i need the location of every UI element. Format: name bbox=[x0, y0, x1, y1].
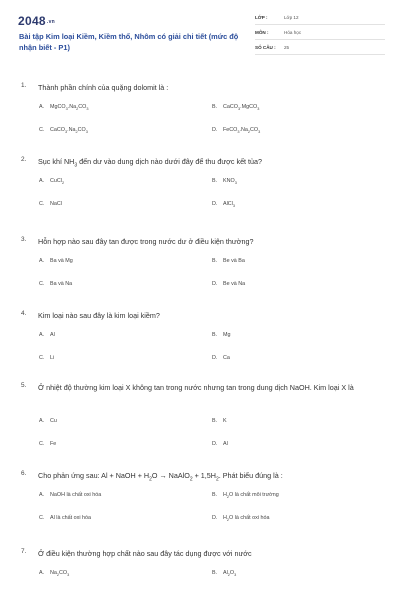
option-text: Cu bbox=[50, 418, 57, 424]
answer-option[interactable] bbox=[212, 127, 260, 134]
option-letter: D. bbox=[212, 127, 218, 133]
question-number: 5. bbox=[21, 382, 27, 389]
option-letter: B. bbox=[212, 492, 218, 498]
option-letter: A. bbox=[39, 492, 45, 498]
option-letter: B. bbox=[212, 258, 218, 264]
option-text: $FeCO_3.Na_2CO_3$ bbox=[223, 127, 261, 135]
question-number: 2. bbox=[21, 156, 27, 163]
meta-key: SỐ CÂU : bbox=[255, 45, 276, 50]
option-letter: D. bbox=[212, 441, 218, 447]
meta-table bbox=[255, 12, 385, 57]
answer-option[interactable] bbox=[39, 492, 101, 498]
option-letter: B. bbox=[212, 104, 218, 110]
option-letter: C. bbox=[39, 355, 45, 361]
answer-option[interactable] bbox=[212, 418, 227, 424]
question-number: 6. bbox=[21, 470, 27, 477]
meta-row-class bbox=[255, 12, 385, 25]
option-letter: A. bbox=[39, 570, 45, 576]
option-text: AlCl$_3$ bbox=[223, 201, 236, 209]
option-letter: D. bbox=[212, 201, 218, 207]
question-text: Sục khí $NH_3$ đến dư vào dung dịch nào dưới đây để thu được kết tủa? bbox=[38, 157, 263, 169]
option-text: $H_2O$ là chất oxi hóa bbox=[223, 515, 270, 523]
option-letter: C. bbox=[39, 515, 45, 521]
question-text: Cho phản ứng sau: Al + NaOH + $H_2O$ → NaAlO$_2$ + $1,5H_2$. Phát biểu đúng là : bbox=[38, 471, 283, 483]
answer-option[interactable] bbox=[39, 355, 54, 361]
option-text: Ca bbox=[223, 355, 230, 361]
option-text: $KNO_3$ bbox=[223, 178, 237, 186]
meta-row-subject bbox=[255, 27, 385, 40]
answer-option[interactable] bbox=[39, 281, 72, 287]
option-text: $H_2O$ là chất môi trường bbox=[223, 492, 279, 500]
answer-option[interactable] bbox=[212, 492, 279, 499]
option-letter: D. bbox=[212, 355, 218, 361]
question-number: 1. bbox=[21, 82, 27, 89]
option-letter: C. bbox=[39, 127, 45, 133]
question-text: Thành phần chính của quặng dolomit là : bbox=[38, 83, 169, 92]
answer-option[interactable] bbox=[212, 515, 270, 522]
document-header bbox=[0, 0, 400, 78]
option-text: $MgCO_3.Na_2CO_3$ bbox=[50, 104, 89, 112]
answer-option[interactable] bbox=[212, 178, 237, 185]
question-number: 4. bbox=[21, 310, 27, 317]
answer-option[interactable] bbox=[39, 441, 56, 447]
answer-option[interactable] bbox=[212, 281, 245, 287]
document-title: Bài tập Kim loại Kiềm, Kiềm thổ, Nhôm có giải chi tiết (mức độ nhận biết - P1) bbox=[19, 32, 239, 52]
meta-key: LỚP : bbox=[255, 15, 268, 20]
option-letter: C. bbox=[39, 201, 45, 207]
question-number: 3. bbox=[21, 236, 27, 243]
option-text: $Al_2O_3$ bbox=[223, 570, 237, 578]
answer-option[interactable] bbox=[39, 515, 91, 521]
site-logo[interactable]: 2048.vn bbox=[18, 14, 56, 28]
option-text: Li bbox=[50, 355, 55, 361]
answer-option[interactable] bbox=[212, 355, 230, 361]
option-text: $Na_2CO_3$ bbox=[50, 570, 70, 578]
meta-value: 25 bbox=[284, 45, 290, 50]
question-text: Kim loại nào sau đây là kim loại kiềm? bbox=[38, 311, 160, 320]
meta-key: MÔN : bbox=[255, 30, 269, 35]
question-text: Hỗn hợp nào sau đây tan được trong nước dư ở điều kiện thường? bbox=[38, 237, 254, 246]
question-text: Ở nhiệt độ thường kim loại X không tan trong nước nhưng tan trong dung dịch NaOH. Kim loại X là bbox=[38, 383, 354, 392]
answer-option[interactable] bbox=[39, 332, 55, 338]
meta-value: Lớp 12 bbox=[284, 15, 299, 20]
option-letter: B. bbox=[212, 570, 218, 576]
option-text: Ba và Mg bbox=[50, 258, 73, 264]
option-text: CuCl$_2$ bbox=[50, 178, 65, 186]
meta-value: Hóa học bbox=[284, 30, 302, 35]
option-text: $CaCO_3.Na_2CO_3$ bbox=[50, 127, 88, 135]
answer-option[interactable] bbox=[212, 104, 259, 111]
answer-option[interactable] bbox=[212, 441, 228, 447]
option-letter: D. bbox=[212, 281, 218, 287]
option-text: Mg bbox=[223, 332, 231, 338]
option-text: CaCO$_3$.MgCO$_3$ bbox=[223, 104, 260, 112]
option-letter: B. bbox=[212, 418, 218, 424]
answer-option[interactable] bbox=[39, 178, 64, 185]
option-letter: A. bbox=[39, 258, 45, 264]
option-letter: A. bbox=[39, 104, 45, 110]
option-letter: B. bbox=[212, 178, 218, 184]
option-text: Ba và Na bbox=[50, 281, 73, 287]
meta-row-count bbox=[255, 42, 385, 55]
option-text: NaCl bbox=[50, 201, 62, 207]
answer-option[interactable] bbox=[39, 201, 62, 207]
answer-option[interactable] bbox=[39, 570, 69, 577]
answer-option[interactable] bbox=[39, 418, 57, 424]
question-text: Ở điều kiện thường hợp chất nào sau đây tác dụng được với nước bbox=[38, 549, 252, 558]
question-number: 7. bbox=[21, 548, 27, 555]
option-text: Al bbox=[223, 441, 228, 447]
option-text: Fe bbox=[50, 441, 57, 447]
answer-option[interactable] bbox=[39, 127, 88, 134]
option-text: Al là chất oxi hóa bbox=[50, 515, 92, 521]
option-letter: A. bbox=[39, 332, 45, 338]
option-text: Al bbox=[50, 332, 55, 338]
option-text: Be và Ba bbox=[223, 258, 245, 264]
option-letter: D. bbox=[212, 515, 218, 521]
option-letter: C. bbox=[39, 441, 45, 447]
answer-option[interactable] bbox=[212, 570, 236, 577]
option-text: NaOH là chất oxi hóa bbox=[50, 492, 102, 498]
answer-option[interactable] bbox=[212, 332, 231, 338]
option-letter: B. bbox=[212, 332, 218, 338]
answer-option[interactable] bbox=[39, 258, 73, 264]
option-letter: A. bbox=[39, 418, 45, 424]
option-letter: C. bbox=[39, 281, 45, 287]
answer-option[interactable] bbox=[39, 104, 88, 111]
answer-option[interactable] bbox=[212, 258, 245, 264]
answer-option[interactable] bbox=[212, 201, 235, 208]
option-text: Be và Na bbox=[223, 281, 246, 287]
option-text: K bbox=[223, 418, 227, 424]
option-letter: A. bbox=[39, 178, 45, 184]
